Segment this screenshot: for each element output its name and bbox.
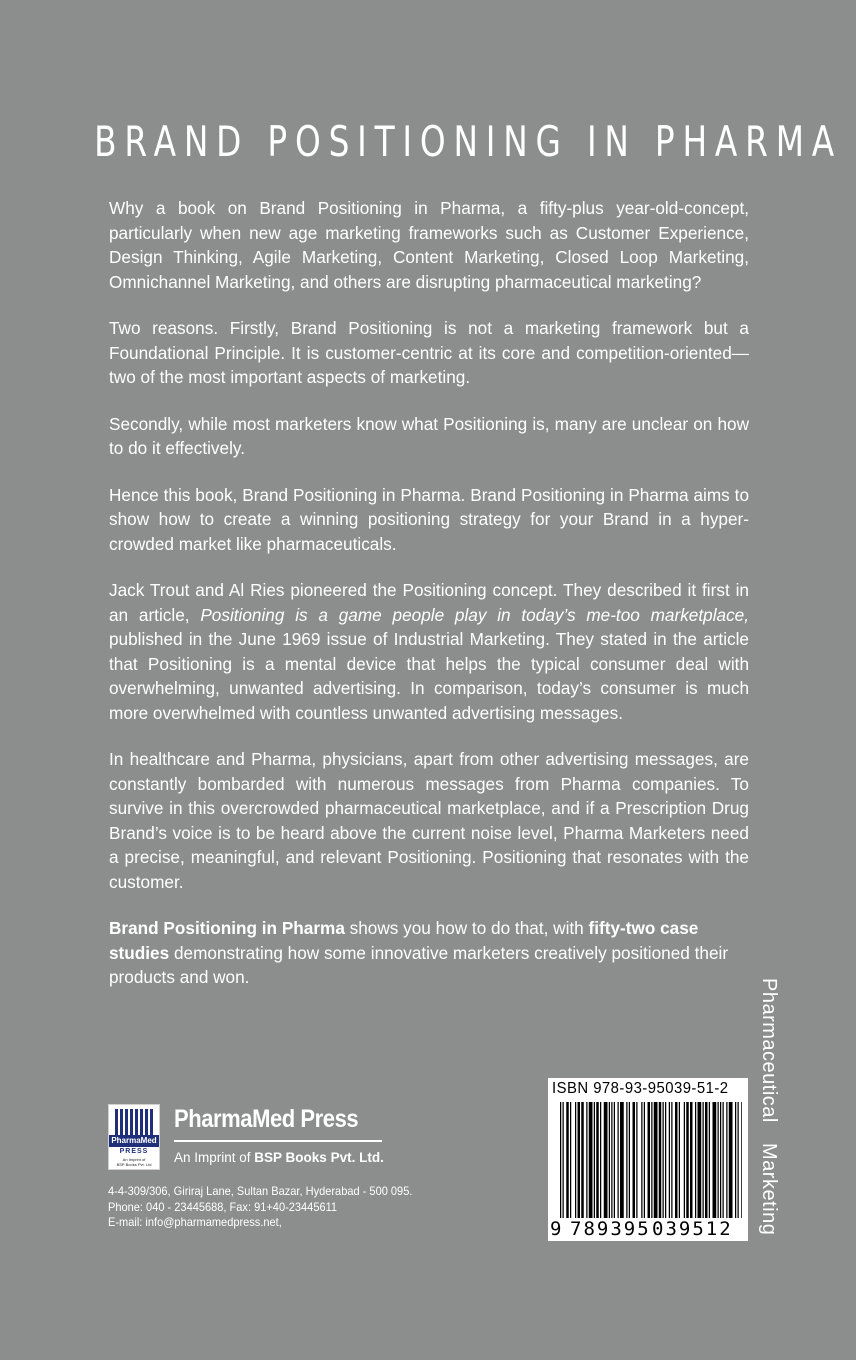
barcode-bar: [741, 1102, 742, 1218]
imprint-prefix: An Imprint of: [174, 1150, 255, 1165]
barcode-bar: [726, 1102, 727, 1218]
barcode-digits-left: 789395: [570, 1218, 651, 1240]
publisher-divider: [174, 1140, 382, 1142]
barcode-bar: [609, 1102, 610, 1218]
paragraph-3: Secondly, while most marketers know what Positioning is, many are unclear on how to do it effectively.: [109, 413, 749, 458]
paragraph-2: Two reasons. Firstly, Brand Positioning is not a marketing framework but a Foundational Principle. It is customer-centric at its core and competition-oriented—two of the most important aspects of marketing.: [109, 318, 749, 387]
barcode-bar: [654, 1102, 658, 1218]
barcode-bar: [570, 1102, 571, 1218]
barcode-bar: [735, 1102, 736, 1218]
paragraph-1: Why a book on Brand Positioning in Pharma, a fifty-plus year-old-concept, particularly when new age marketing frameworks such as Customer Experience, Design Thinking, Agile Marketing, Content Marketing, Closed Loop Marketing, Omnichannel Marketing, and others are disrupting pharmaceutical marketing?: [109, 198, 749, 292]
barcode-bar: [629, 1102, 630, 1218]
barcode-bar: [669, 1102, 670, 1218]
paragraph-5-end: published in the June 1969 issue of Industrial Marketing. They stated in the article that Positioning is a mental device that helps the typical consumer deal with overwhelming, unwanted advertising. In comparison, today’s consumer is much more overwhelmed with countless unwanted advertising messages.: [109, 629, 749, 723]
barcode-bar: [644, 1102, 645, 1218]
barcode-bar: [604, 1102, 608, 1218]
barcode-bar: [698, 1102, 702, 1218]
category-label: [757, 978, 780, 1240]
barcode-bar: [679, 1102, 680, 1218]
isbn-barcode: [548, 1078, 748, 1241]
barcode-bar: [589, 1102, 593, 1218]
barcode-bar: [671, 1102, 672, 1218]
barcode-bar: [705, 1102, 708, 1218]
barcode-bar: [729, 1102, 733, 1218]
barcode-bar: [618, 1102, 619, 1218]
barcode-bar: [718, 1102, 719, 1218]
category-word-2: Marketing: [758, 1142, 780, 1236]
barcode-bar: [651, 1102, 652, 1218]
publisher-logo: [108, 1104, 160, 1170]
barcode-bar: [566, 1102, 569, 1218]
barcode-bar: [586, 1102, 587, 1218]
barcode-bar: [620, 1102, 624, 1218]
barcode-bar: [563, 1102, 564, 1218]
barcode-bar: [578, 1102, 581, 1218]
barcode-bar: [720, 1102, 721, 1218]
barcode-bar: [641, 1102, 642, 1218]
barcode-bar: [648, 1102, 651, 1218]
blurb: [109, 196, 749, 1012]
logo-imprint-text: [109, 1157, 159, 1167]
isbn-label: ISBN 978-93-95039-51-2: [552, 1080, 729, 1097]
barcode-bar: [594, 1102, 595, 1218]
category-word-1: Pharmaceutical: [758, 978, 780, 1123]
barcode-bar: [596, 1102, 599, 1218]
paragraph-7: [109, 916, 749, 990]
barcode-bar: [738, 1102, 739, 1218]
barcode-bar: [581, 1102, 584, 1218]
paragraph-4: Hence this book, Brand Positioning in Pharma. Brand Positioning in Pharma aims to show how to create a winning positioning strategy for your Brand in a hyper-crowded market like pharmaceuticals.: [109, 484, 749, 554]
barcode-bar: [695, 1102, 696, 1218]
barcode-bar: [611, 1102, 612, 1218]
barcode-bar: [600, 1102, 601, 1218]
barcode-bar: [659, 1102, 662, 1218]
logo-imprint-line-2: BSP Books Pvt. Ltd: [116, 1162, 152, 1167]
barcode-bar: [560, 1102, 561, 1218]
barcode-bar: [723, 1102, 724, 1218]
barcode-bar: [665, 1102, 666, 1218]
publisher-phone: Phone: 040 - 23445688, Fax: 91+40-23445611: [108, 1199, 338, 1214]
imprint-company: BSP Books Pvt. Ltd.: [254, 1150, 384, 1165]
publisher-email: E-mail: info@pharmamedpress.net,: [108, 1215, 282, 1229]
publisher-address: 4-4-309/306, Giriraj Lane, Sultan Bazar, Hyderabad - 500 095.: [108, 1184, 413, 1198]
paragraph-7-mid: shows you how to do that, with: [344, 918, 589, 938]
barcode-bar: [614, 1102, 615, 1218]
barcode-bar: [675, 1102, 678, 1218]
barcode-bar: [686, 1102, 689, 1218]
book-title: BRAND POSITIONING IN PHARMA: [94, 117, 842, 166]
publisher-name: PharmaMed Press: [174, 1105, 359, 1133]
barcode-bar: [626, 1102, 627, 1218]
case-studies-bold: fifty-two case studies: [109, 918, 699, 963]
barcode-bar: [663, 1102, 664, 1218]
barcode-bar: [636, 1102, 637, 1218]
article-title: Positioning is a game people play in today’s me-too marketplace,: [200, 604, 750, 625]
paragraph-6: In healthcare and Pharma, physicians, apart from other advertising messages, are constantly bombarded with numerous messages from Pharma companies. To survive in this overcrowded pharmaceutical marketplace, and if a Prescription Drug Brand’s voice is to be heard above the current noise level, Pharma Marketers need a precise, meaningful, and relevant Positioning. Positioning that resonates with the customer.: [109, 749, 749, 892]
book-name-bold: Brand Positioning in Pharma: [109, 918, 345, 938]
barcode-digit-lead: 9: [550, 1218, 564, 1240]
barcode-bar: [690, 1102, 693, 1218]
paragraph-7-end: demonstrating how some innovative marketers creatively positioned their products and won.: [109, 942, 729, 987]
paragraph-5-start: Jack Trout and Al Ries pioneered the Positioning concept. They described it first in an article,: [109, 580, 749, 625]
publisher-contact: [108, 1184, 412, 1231]
barcode-bar: [633, 1102, 636, 1218]
logo-imprint-line-1: An Imprint of: [122, 1157, 146, 1162]
logo-brand-text: PharmaMed: [109, 1135, 159, 1147]
barcode-bar: [703, 1102, 704, 1218]
barcode-digits-right: 039512: [652, 1218, 733, 1240]
barcode-bar: [684, 1102, 685, 1218]
barcode-bars: [560, 1102, 742, 1218]
paragraph-5: [109, 578, 749, 725]
barcode-bar: [709, 1102, 710, 1218]
barcode-bar: [713, 1102, 717, 1218]
logo-press-text: PRESS: [119, 1148, 149, 1155]
publisher-imprint: [174, 1150, 384, 1165]
barcode-bar: [575, 1102, 576, 1218]
